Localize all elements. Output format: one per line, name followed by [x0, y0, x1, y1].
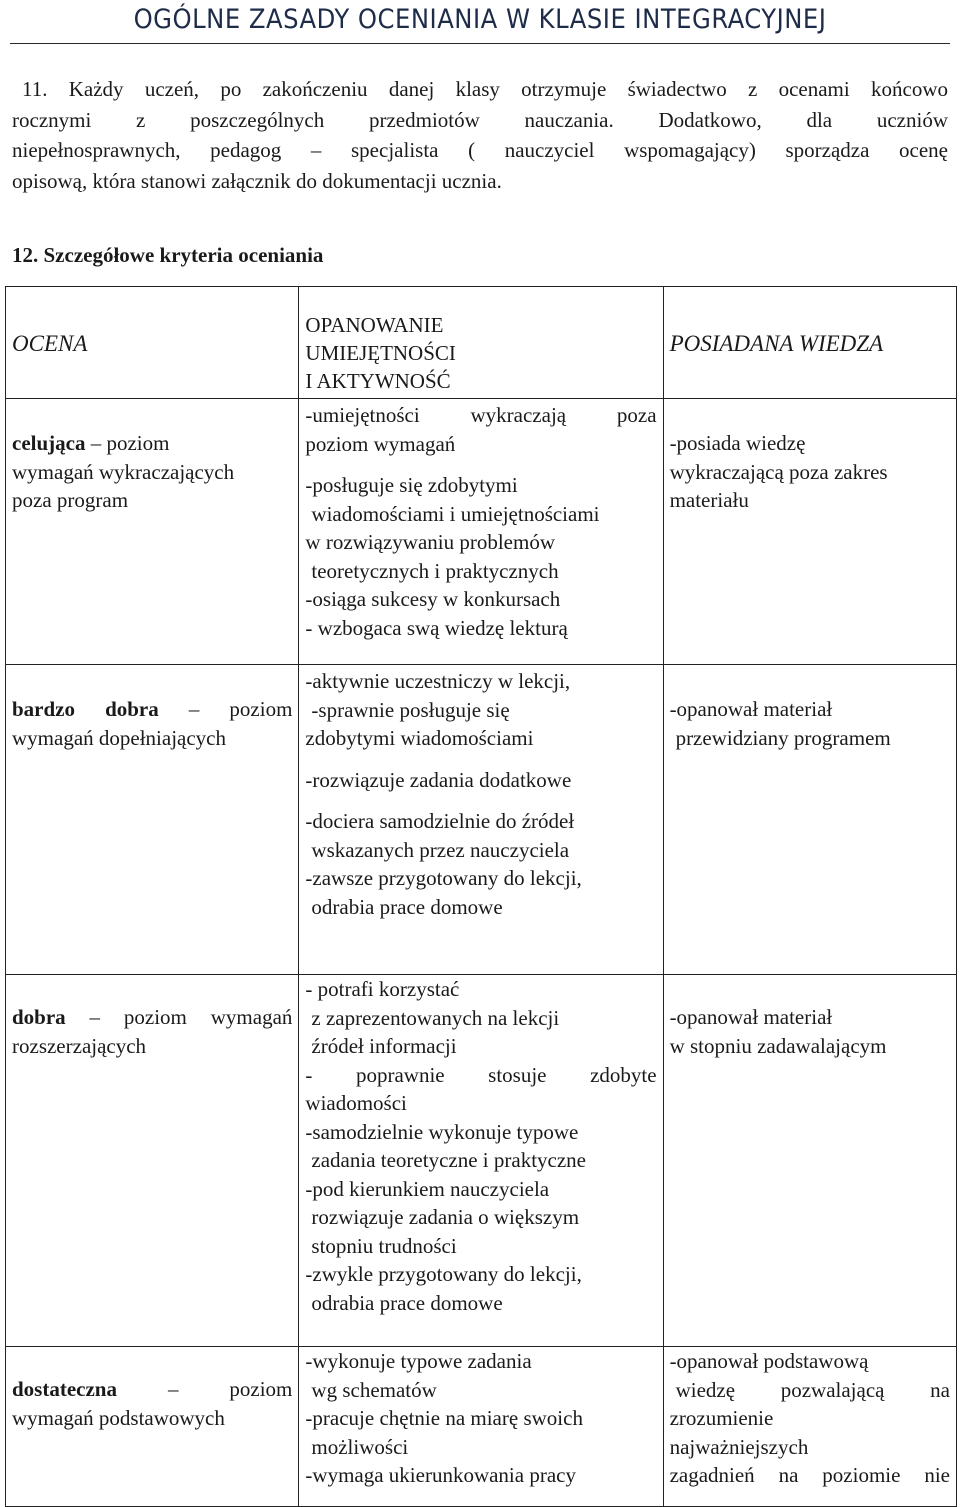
skills-list [305, 667, 656, 921]
skills-line: -rozwiązuje zadania dodatkowe [305, 767, 572, 792]
skills-line: wg schematów [311, 1377, 437, 1402]
skills-line: wskazanych przez nauczyciela [311, 837, 570, 862]
skills-line: -wykonuje typowe zadania [305, 1349, 532, 1373]
skills-line: rozwiązuje zadania o większym [311, 1205, 580, 1229]
knowledge-cell [663, 975, 956, 1347]
header-skills-line: UMIEJĘTNOŚCI [305, 341, 456, 365]
header-skills-line: I AKTYWNOŚĆ [305, 369, 451, 393]
skills-line: wiadomości [305, 1091, 407, 1115]
skills-line: stopniu trudności [311, 1233, 457, 1258]
skills-line: -samodzielnie wykonuje typowe [305, 1119, 579, 1144]
grade-description: rozszerzających [12, 1033, 147, 1058]
section-12-title: 12. Szczegółowe kryteria oceniania [12, 243, 324, 267]
grade-text [12, 1375, 292, 1432]
grade-description: wymagań dopełniających [12, 725, 226, 750]
paragraph-11-line: 11. Każdy uczeń, po zakończeniu danej klasy otrzymuje świadectwo z ocenami końcowo [22, 77, 948, 101]
skills-list [305, 1347, 656, 1490]
header-skills-line: OPANOWANIE [305, 313, 444, 337]
knowledge-line: -opanował podstawową [669, 1349, 869, 1373]
skills-line: odrabia prace domowe [311, 1290, 503, 1315]
skills-line: wiadomościami i umiejętnościami [311, 501, 600, 526]
grade-text [12, 695, 292, 752]
grade-name: bardzo dobra [12, 697, 159, 721]
grade-description: wymagań wykraczających [12, 459, 235, 484]
skills-line: zadania teoretyczne i praktyczne [311, 1148, 586, 1172]
skills-line: -aktywnie uczestniczy w lekcji, [305, 669, 571, 693]
skills-cell [299, 1347, 663, 1507]
skills-line: -osiąga sukcesy w konkursach [305, 587, 561, 611]
grade-name: dobra [12, 1005, 66, 1029]
skills-line: odrabia prace domowe [311, 894, 503, 919]
knowledge-line: wiedzę pozwalającą na [675, 1377, 950, 1402]
grade-cell [6, 975, 299, 1347]
skills-line: w rozwiązywaniu problemów [305, 530, 555, 554]
skills-line: -dociera samodzielnie do źródeł [305, 809, 575, 833]
skills-line: -sprawnie posługuje się [311, 697, 510, 722]
skills-cell [299, 665, 663, 975]
table-row [6, 975, 957, 1347]
grade-cell [6, 399, 299, 665]
paragraph-11-line: rocznymi z poszczególnych przedmiotów nauczania. Dodatkowo, dla uczniów [12, 107, 948, 132]
knowledge-line: -opanował materiał [669, 1005, 833, 1029]
header-cell-grade [6, 287, 299, 399]
paragraph-11-line: opisową, która stanowi załącznik do dokumentacji ucznia. [12, 168, 502, 193]
knowledge-line: -opanował materiał [669, 697, 833, 721]
skills-line: -zawsze przygotowany do lekcji, [305, 866, 582, 890]
grade-name: celująca [12, 431, 86, 455]
grade-description: – poziom [85, 431, 170, 455]
skills-line: możliwości [311, 1434, 409, 1459]
skills-line: teoretycznych i praktycznych [311, 558, 559, 583]
grade-text [12, 1003, 292, 1060]
header-knowledge-label: POSIADANA WIEDZA [669, 331, 884, 356]
criteria-table [5, 286, 957, 1507]
skills-line: - wzbogaca swą wiedzę lekturą [305, 615, 568, 640]
skills-line: z zaprezentowanych na lekcji [311, 1005, 560, 1030]
skills-line: -umiejętności wykraczają poza [305, 403, 657, 427]
knowledge-line: materiału [669, 488, 749, 512]
skills-line: -pod kierunkiem nauczyciela [305, 1176, 550, 1201]
skills-line: zdobytymi wiadomościami [305, 726, 534, 750]
skills-line: - potrafi korzystać [305, 977, 460, 1001]
knowledge-line: -posiada wiedzę [669, 431, 806, 455]
header-skills-label [305, 311, 656, 395]
grade-cell [6, 665, 299, 975]
grade-description: – poziom [116, 1377, 293, 1401]
skills-line: -pracuje chętnie na miarę swoich [305, 1406, 583, 1430]
header-cell-knowledge [663, 287, 956, 399]
skills-list [305, 401, 656, 642]
grade-description: poza program [12, 488, 129, 512]
grade-description: – poziom [158, 697, 293, 721]
header-rule [10, 43, 950, 44]
skills-list [305, 975, 656, 1317]
knowledge-list [670, 1347, 950, 1490]
skills-line: -wymaga ukierunkowania pracy [305, 1463, 576, 1487]
header-cell-skills [299, 287, 663, 399]
paragraph-11-line: niepełnosprawnych, pedagog – specjalista ( nauczyciel wspomagający) sporządza ocenę [12, 138, 948, 162]
knowledge-line: w stopniu zadawalającym [669, 1033, 887, 1058]
table-row [6, 1347, 957, 1507]
table-header-row [6, 287, 957, 399]
knowledge-cell [663, 665, 956, 975]
knowledge-line: wykraczającą poza zakres [669, 459, 888, 484]
knowledge-line: najważniejszych [669, 1434, 809, 1459]
skills-line: źródeł informacji [311, 1034, 457, 1058]
paragraph-11 [12, 74, 948, 196]
skills-cell [299, 975, 663, 1347]
skills-line: -posługuje się zdobytymi [305, 473, 518, 497]
knowledge-list [670, 1003, 950, 1060]
knowledge-cell [663, 399, 956, 665]
knowledge-list [670, 695, 950, 752]
grade-cell [6, 1347, 299, 1507]
header-grade-label: OCENA [12, 331, 88, 356]
page-header-title: OGÓLNE ZASADY OCENIANIA W KLASIE INTEGRACYJNEJ [133, 4, 827, 35]
skills-line: poziom wymagań [305, 431, 456, 456]
knowledge-line: zagadnień na poziomie nie [669, 1463, 950, 1487]
skills-cell [299, 399, 663, 665]
skills-line: - poprawnie stosuje zdobyte [305, 1062, 657, 1087]
skills-line: -zwykle przygotowany do lekcji, [305, 1262, 582, 1286]
grade-name: dostateczna [12, 1377, 117, 1401]
knowledge-line: przewidziany programem [675, 725, 891, 750]
table-row [6, 665, 957, 975]
knowledge-line: zrozumienie [669, 1406, 774, 1430]
grade-description: – poziom wymagań [65, 1005, 293, 1029]
knowledge-list [670, 429, 950, 515]
table-row [6, 399, 957, 665]
grade-text [12, 429, 292, 515]
grade-description: wymagań podstawowych [12, 1405, 225, 1430]
knowledge-cell [663, 1347, 956, 1507]
